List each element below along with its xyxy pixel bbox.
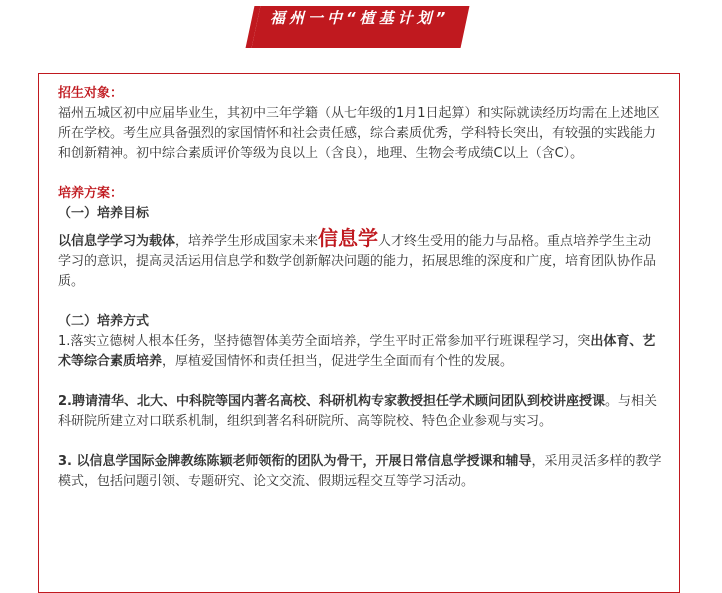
- goal-text-1: ，培养学生形成国家未来: [175, 234, 319, 249]
- item3-text: ，采用灵活多样的教学模式，包括问题引领、专题研究、论文交流、假期远程交互等学习活动。: [58, 454, 662, 489]
- item2-text: 。与相关科研院所建立对口联系机制，组织到著名科研院所、高等院校、特色企业参观与实习。: [58, 394, 658, 429]
- method-heading: （二）培养方式: [58, 314, 150, 329]
- item1-text-1: 1.落实立德树人根本任务，坚持德智体美劳全面培养，学生平时正常参加平行班课程学习，突: [58, 334, 591, 349]
- item1-text-2: ，厚植爱国情怀和责任担当，促进学生全面而有个性的发展。: [162, 354, 514, 369]
- item1-bold: 出体育、艺术等综合素质培养: [58, 334, 656, 369]
- item2-bold: 2.聘请清华、北大、中科院等国内著名高校、科研机构专家教授担任学术顾问团队到校讲座授课: [58, 394, 605, 409]
- enroll-heading: 招生对象：: [58, 86, 124, 101]
- goal-heading: （一）培养目标: [58, 206, 150, 221]
- item3-bold: 3. 以信息学国际金牌教练陈颖老师领衔的团队为骨干，开展日常信息学授课和辅导: [58, 454, 532, 469]
- method-item-2: [58, 392, 664, 432]
- method-item-3: [58, 452, 664, 492]
- goal-bold: 以信息学学习为载体: [58, 234, 176, 249]
- content-body: [58, 84, 664, 492]
- method-item-1: [58, 332, 664, 372]
- enroll-text: 福州五城区初中应届毕业生，其初中三年学籍（从七年级的1月1日起算）和实际就读经历均需在上述地区所在学校。考生应具备强烈的家国情怀和社会责任感，综合素质优秀，学科特长突出，有较强的实践能力和创新精神。初中综合素质评价等级为良以上（含良），地理、生物会考成绩C以上（含C）。: [58, 106, 660, 161]
- plan-heading: 培养方案：: [58, 186, 124, 201]
- page-title: 福州一中“植基计划”: [270, 9, 450, 27]
- goal-text-2: 人才终生受用的能力与品格。重点培养学生主动学习的意识，提高灵活运用信息学和数学创新解决问题的能力，拓展思维的深度和广度，培育团队协作品质。: [58, 234, 657, 289]
- goal-highlight: 信息学: [318, 226, 379, 250]
- goal-paragraph: [58, 228, 664, 292]
